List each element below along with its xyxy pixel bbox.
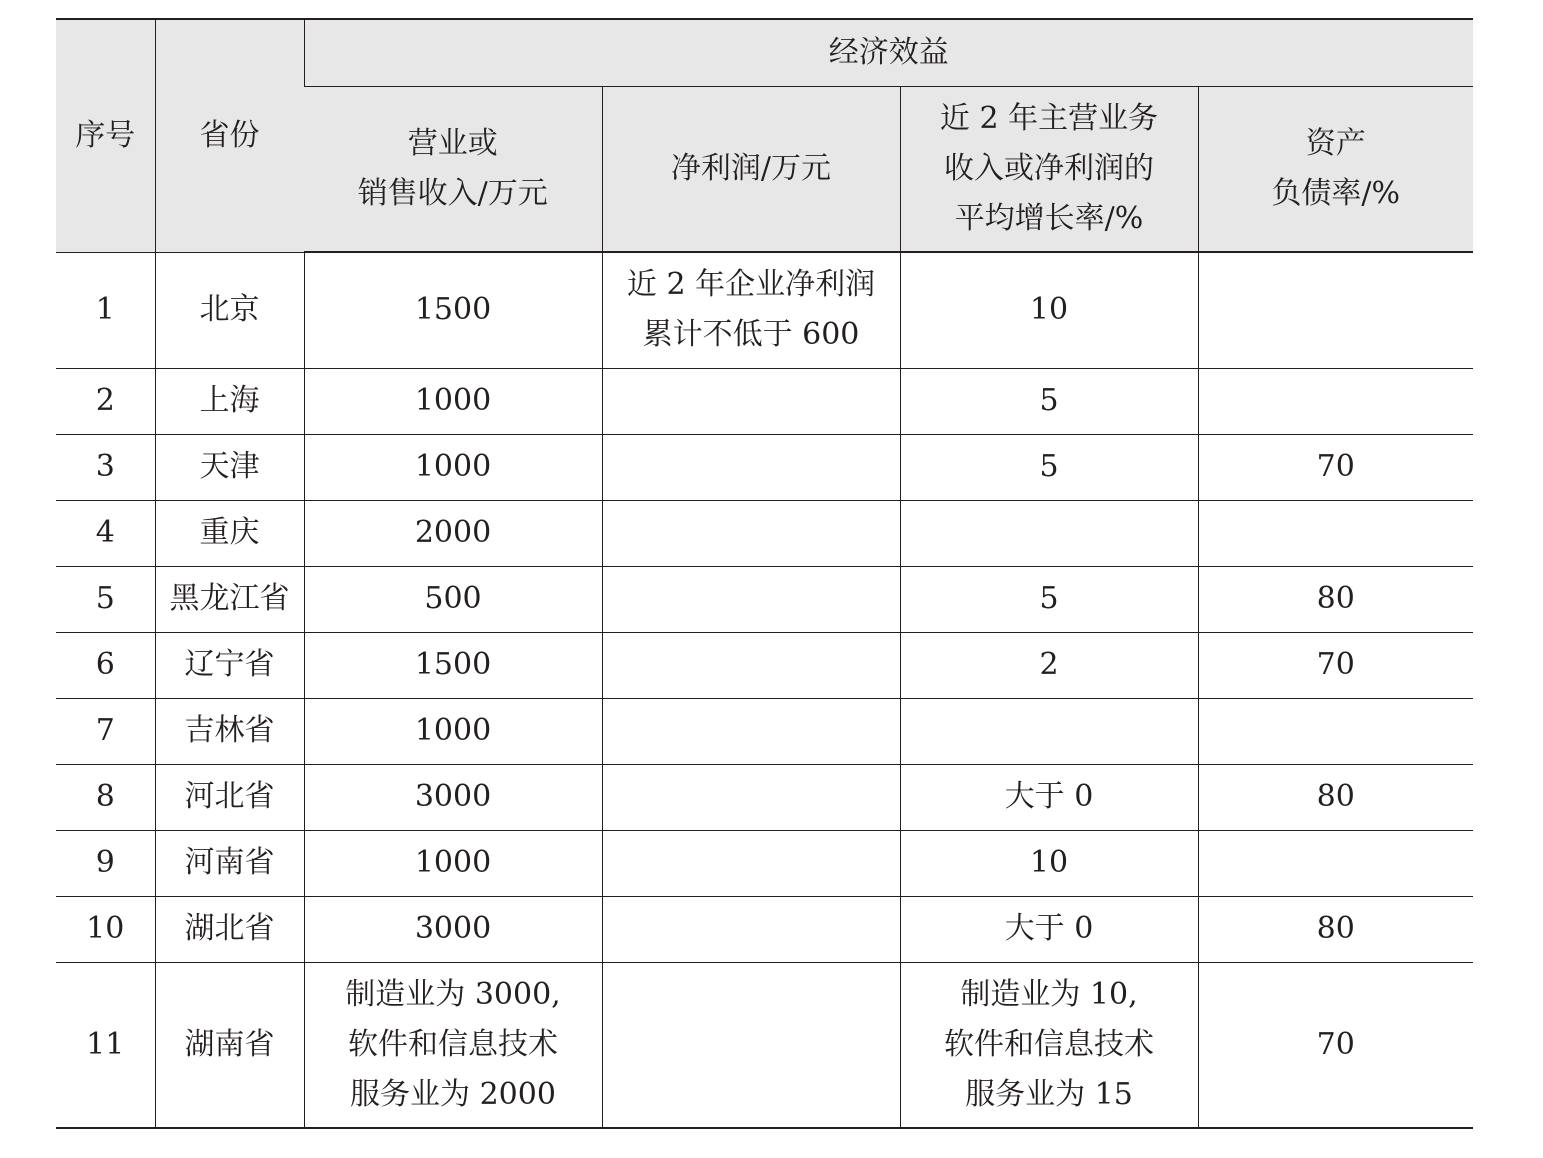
row-province: 河北省 <box>155 764 304 830</box>
row-province: 北京 <box>155 252 304 368</box>
header-row-1 <box>56 19 1473 86</box>
row-seq: 3 <box>56 434 155 500</box>
table-row <box>56 764 1473 830</box>
row-profit <box>602 830 900 896</box>
row-growth <box>900 896 1198 962</box>
row-revenue-line: 1000 <box>414 845 492 880</box>
row-revenue-line: 1000 <box>414 449 492 484</box>
row-seq: 8 <box>56 764 155 830</box>
row-revenue-line: 1000 <box>414 713 492 748</box>
row-seq: 9 <box>56 830 155 896</box>
row-revenue-line: 2000 <box>414 515 492 550</box>
row-revenue-line: 500 <box>424 581 482 616</box>
row-profit <box>602 962 900 1128</box>
row-debt-line: 70 <box>1316 647 1355 682</box>
row-revenue <box>304 962 602 1128</box>
row-seq: 5 <box>56 566 155 632</box>
header-debt <box>1198 86 1473 252</box>
row-growth <box>900 698 1198 764</box>
row-revenue-line: 1500 <box>414 292 492 328</box>
row-debt <box>1198 252 1473 368</box>
row-revenue-line: 1500 <box>414 647 492 682</box>
row-revenue-line: 软件和信息技术 <box>348 1026 558 1062</box>
row-revenue <box>304 632 602 698</box>
row-debt <box>1198 434 1473 500</box>
row-revenue <box>304 830 602 896</box>
row-profit <box>602 632 900 698</box>
row-revenue <box>304 896 602 962</box>
row-province: 上海 <box>155 368 304 434</box>
row-debt-line: 70 <box>1316 1026 1355 1062</box>
row-revenue-line: 制造业为 3000, <box>345 976 561 1012</box>
row-profit <box>602 434 900 500</box>
row-debt <box>1198 368 1473 434</box>
header-debt-line: 负债率/% <box>1271 175 1401 211</box>
header-province: 省份 <box>155 19 304 252</box>
row-growth-line: 制造业为 10, <box>960 976 1138 1012</box>
row-debt-line: 80 <box>1316 779 1355 814</box>
row-profit <box>602 500 900 566</box>
row-growth <box>900 764 1198 830</box>
row-growth-line: 2 <box>1039 647 1059 682</box>
table-row <box>56 698 1473 764</box>
row-debt <box>1198 896 1473 962</box>
row-growth <box>900 368 1198 434</box>
row-growth-line: 大于 0 <box>1004 779 1094 814</box>
header-revenue <box>304 86 602 252</box>
row-seq: 2 <box>56 368 155 434</box>
row-revenue-line: 服务业为 2000 <box>350 1076 556 1112</box>
row-province: 河南省 <box>155 830 304 896</box>
row-growth <box>900 830 1198 896</box>
table-row <box>56 896 1473 962</box>
row-debt <box>1198 962 1473 1128</box>
row-profit <box>602 764 900 830</box>
row-revenue <box>304 500 602 566</box>
row-seq: 6 <box>56 632 155 698</box>
row-revenue-line: 1000 <box>414 383 492 418</box>
row-growth <box>900 632 1198 698</box>
row-seq: 4 <box>56 500 155 566</box>
table-row <box>56 632 1473 698</box>
row-seq: 7 <box>56 698 155 764</box>
row-revenue <box>304 434 602 500</box>
header-debt-line: 资产 <box>1305 125 1366 161</box>
row-revenue <box>304 566 602 632</box>
table-row <box>56 566 1473 632</box>
row-revenue <box>304 698 602 764</box>
row-growth-line: 软件和信息技术 <box>944 1026 1154 1062</box>
header-revenue-line: 营业或 <box>407 125 498 161</box>
row-province: 重庆 <box>155 500 304 566</box>
row-growth-line: 大于 0 <box>1004 911 1094 946</box>
table-row <box>56 830 1473 896</box>
row-growth-line: 5 <box>1039 449 1059 484</box>
row-revenue <box>304 764 602 830</box>
header-seq: 序号 <box>56 19 155 252</box>
row-growth <box>900 252 1198 368</box>
table-row <box>56 368 1473 434</box>
row-debt-line: 80 <box>1316 911 1355 946</box>
row-debt <box>1198 830 1473 896</box>
row-growth-line: 10 <box>1029 845 1069 880</box>
row-growth-line: 10 <box>1029 292 1069 328</box>
header-revenue-line: 销售收入/万元 <box>357 175 548 211</box>
row-profit <box>602 896 900 962</box>
row-debt-line: 80 <box>1316 581 1355 616</box>
row-growth-line: 服务业为 15 <box>965 1076 1133 1112</box>
row-debt <box>1198 500 1473 566</box>
row-province: 天津 <box>155 434 304 500</box>
row-province: 湖北省 <box>155 896 304 962</box>
row-seq: 10 <box>56 896 155 962</box>
row-province: 湖南省 <box>155 962 304 1128</box>
row-profit-line: 累计不低于 600 <box>642 317 860 353</box>
row-growth <box>900 566 1198 632</box>
row-debt <box>1198 632 1473 698</box>
row-growth-line: 5 <box>1039 383 1059 418</box>
table-row <box>56 962 1473 1128</box>
row-province: 吉林省 <box>155 698 304 764</box>
header-growth <box>900 86 1198 252</box>
row-growth <box>900 500 1198 566</box>
economic-benefit-table <box>56 18 1473 1129</box>
table-row <box>56 252 1473 368</box>
row-profit <box>602 698 900 764</box>
row-debt-line: 70 <box>1316 449 1355 484</box>
row-profit <box>602 252 900 368</box>
header-group-economic-benefit: 经济效益 <box>304 19 1473 86</box>
row-revenue-line: 3000 <box>414 779 492 814</box>
row-profit <box>602 368 900 434</box>
header-growth-line: 收入或净利润的 <box>944 150 1154 186</box>
table-row <box>56 500 1473 566</box>
row-revenue <box>304 252 602 368</box>
row-profit <box>602 566 900 632</box>
row-debt <box>1198 764 1473 830</box>
row-seq: 1 <box>56 252 155 368</box>
row-seq: 11 <box>56 962 155 1128</box>
header-growth-line: 近 2 年主营业务 <box>939 100 1159 136</box>
row-debt <box>1198 698 1473 764</box>
row-debt <box>1198 566 1473 632</box>
row-profit-line: 近 2 年企业净利润 <box>626 267 876 303</box>
table-row <box>56 434 1473 500</box>
row-revenue <box>304 368 602 434</box>
row-revenue-line: 3000 <box>414 911 492 946</box>
row-growth <box>900 434 1198 500</box>
row-province: 黑龙江省 <box>155 566 304 632</box>
row-province: 辽宁省 <box>155 632 304 698</box>
row-growth-line: 5 <box>1039 581 1059 616</box>
header-growth-line: 平均增长率/% <box>954 200 1144 236</box>
header-profit: 净利润/万元 <box>602 86 900 252</box>
row-growth <box>900 962 1198 1128</box>
